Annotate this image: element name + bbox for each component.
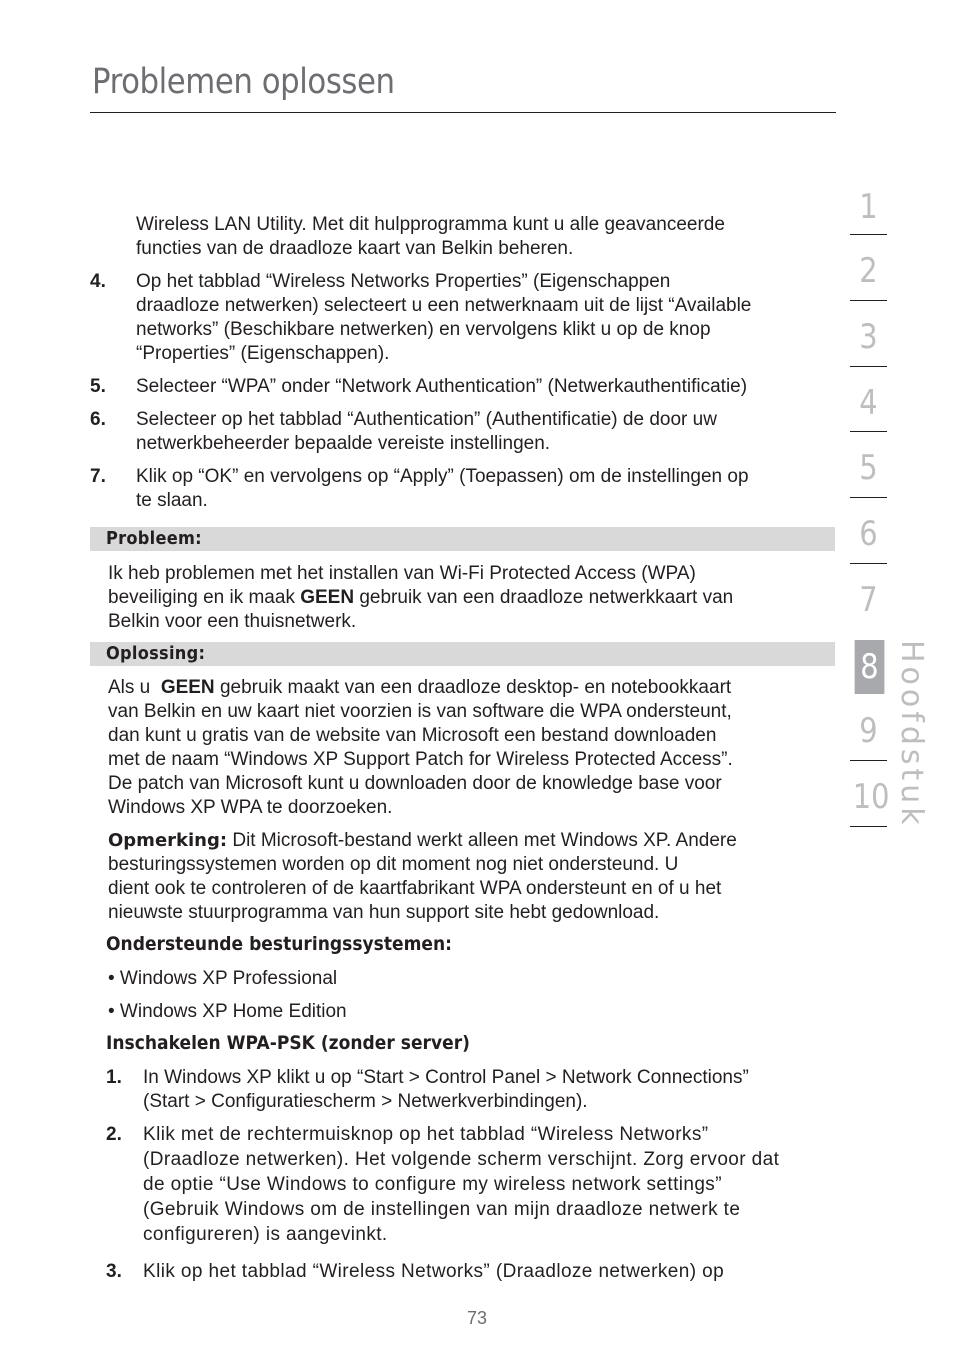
chapter-tab-8-active[interactable]: 8	[855, 640, 885, 694]
step-text: “Properties” (Eigenschappen).	[136, 343, 390, 364]
step-text: te slaan.	[136, 490, 208, 511]
chapter-tab-2[interactable]: 2	[859, 251, 878, 291]
chapter-divider	[850, 760, 887, 761]
solution-text: Als u GEEN gebruik maakt van een draadloze desktop- en notebookkaart	[108, 677, 732, 698]
problem-bar	[90, 527, 835, 551]
problem-text: Belkin voor een thuisnetwerk.	[108, 611, 357, 632]
problem-text: beveiliging en ik maak GEEN gebruik van een draadloze netwerkkaart van	[108, 587, 734, 608]
chapter-tab-10[interactable]: 10	[852, 777, 890, 817]
step-number: 3.	[106, 1261, 122, 1282]
step-text: draadloze netwerken) selecteert u een netwerknaam uit de lijst “Available	[136, 295, 752, 316]
wpa-psk-heading: Inschakelen WPA-PSK (zonder server)	[106, 1032, 470, 1054]
problem-label: Probleem:	[106, 528, 202, 549]
step-text: netwerkbeheerder bepaalde vereiste instellingen.	[136, 433, 551, 454]
note-text: besturingssystemen worden op dit moment nog niet ondersteund. U	[108, 854, 679, 875]
step-number: 1.	[106, 1067, 122, 1088]
step-text: In Windows XP klikt u op “Start > Control Panel > Network Connections”	[143, 1067, 749, 1088]
chapter-divider	[850, 563, 887, 564]
solution-label: Oplossing:	[106, 643, 206, 664]
note-text: nieuwste stuurprogramma van hun support site hebt gedownload.	[108, 902, 660, 923]
chapter-divider	[850, 366, 887, 367]
solution-text: De patch van Microsoft kunt u downloaden door de knowledge base voor	[108, 773, 722, 794]
step-text: Selecteer op het tabblad “Authentication” (Authentificatie) de door uw	[136, 409, 717, 430]
problem-text: Ik heb problemen met het installen van Wi-Fi Protected Access (WPA)	[108, 563, 696, 584]
step-text: (Draadloze netwerken). Het volgende scherm verschijnt. Zorg ervoor dat	[143, 1149, 780, 1170]
supported-os-heading: Ondersteunde besturingssystemen:	[106, 933, 453, 955]
intro-line: functies van de draadloze kaart van Belkin beheren.	[136, 238, 574, 259]
step-text: Selecteer “WPA” onder “Network Authentication” (Netwerkauthentificatie)	[136, 376, 748, 397]
solution-text: dan kunt u gratis van de website van Microsoft een bestand downloaden	[108, 725, 717, 746]
intro-line: Wireless LAN Utility. Met dit hulpprogramma kunt u alle geavanceerde	[136, 214, 725, 235]
solution-text: met de naam “Windows XP Support Patch for Wireless Protected Access”.	[108, 749, 733, 770]
solution-text: Windows XP WPA te doorzoeken.	[108, 797, 393, 818]
chapter-tab-7[interactable]: 7	[859, 580, 878, 620]
chapter-divider	[850, 431, 887, 432]
chapter-divider	[850, 300, 887, 301]
solution-text: van Belkin en uw kaart niet voorzien is van software die WPA ondersteunt,	[108, 701, 732, 722]
step-number: 7.	[90, 466, 106, 487]
step-text: Klik met de rechtermuisknop op het tabblad “Wireless Networks”	[143, 1124, 709, 1145]
chapter-tab-6[interactable]: 6	[859, 514, 878, 554]
chapter-tab-3[interactable]: 3	[859, 317, 878, 357]
chapter-tab-1[interactable]: 1	[859, 187, 878, 227]
step-number: 5.	[90, 376, 106, 397]
chapter-divider	[850, 497, 887, 498]
step-text: Op het tabblad “Wireless Networks Properties” (Eigenschappen	[136, 271, 671, 292]
chapter-tab-9[interactable]: 9	[859, 711, 878, 751]
page-number: 73	[466, 1308, 488, 1328]
step-number: 6.	[90, 409, 106, 430]
chapter-divider	[850, 234, 887, 235]
step-text: (Start > Configuratiescherm > Netwerkverbindingen).	[143, 1091, 588, 1112]
os-list-item: • Windows XP Home Edition	[108, 1001, 347, 1022]
os-list-item: • Windows XP Professional	[108, 968, 338, 989]
chapter-tab-4[interactable]: 4	[859, 383, 878, 423]
step-number: 2.	[106, 1124, 122, 1145]
title-divider	[90, 112, 836, 113]
note-text: Opmerking: Dit Microsoft-bestand werkt alleen met Windows XP. Andere	[108, 830, 737, 851]
step-text: Klik op “OK” en vervolgens op “Apply” (Toepassen) om de instellingen op	[136, 466, 749, 487]
step-text: configureren) is aangevinkt.	[143, 1224, 388, 1245]
chapter-label: Hoofdstuk	[894, 640, 929, 829]
step-text: de optie “Use Windows to configure my wireless network settings”	[143, 1174, 722, 1195]
chapter-divider	[850, 826, 887, 827]
page-title: Problemen oplossen	[92, 62, 395, 102]
note-text: dient ook te controleren of de kaartfabrikant WPA ondersteunt en of u het	[108, 878, 722, 899]
step-number: 4.	[90, 271, 106, 292]
step-text: Klik op het tabblad “Wireless Networks” (Draadloze netwerken) op	[143, 1261, 725, 1282]
solution-bar	[90, 642, 835, 666]
step-text: (Gebruik Windows om de instellingen van mijn draadloze netwerk te	[143, 1199, 741, 1220]
chapter-tab-5[interactable]: 5	[859, 448, 878, 488]
step-text: networks” (Beschikbare netwerken) en vervolgens klikt u op de knop	[136, 319, 711, 340]
note-label: Opmerking:	[108, 830, 228, 851]
